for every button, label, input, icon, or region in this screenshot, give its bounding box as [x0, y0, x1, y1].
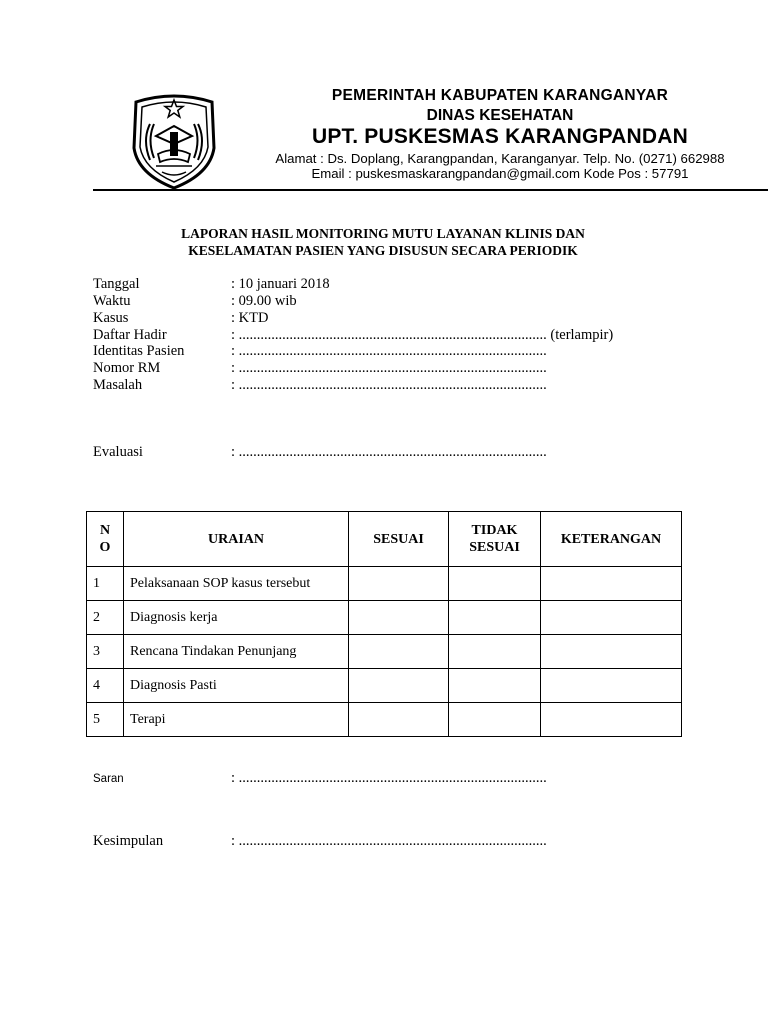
cell-tidak-sesuai — [449, 669, 541, 703]
cell-sesuai — [349, 669, 449, 703]
cell-tidak-sesuai — [449, 567, 541, 601]
cell-uraian: Diagnosis kerja — [124, 601, 349, 635]
field-value-identitas-pasien: : ..................................................................................... — [231, 343, 547, 359]
field-value-saran: : ..................................................................................... — [231, 770, 547, 786]
report-title-line-1: LAPORAN HASIL MONITORING MUTU LAYANAN KLINIS DAN — [181, 226, 585, 241]
field-value-kesimpulan: : ..................................................................................... — [231, 833, 547, 849]
cell-tidak-sesuai — [449, 703, 541, 737]
header-unit: UPT. PUSKESMAS KARANGPANDAN — [311, 125, 689, 148]
field-label-masalah: Masalah — [93, 377, 143, 393]
cell-sesuai — [349, 703, 449, 737]
table-row — [87, 669, 682, 703]
cell-no: 1 — [87, 567, 124, 601]
report-title-line-2: KESELAMATAN PASIEN YANG DISUSUN SECARA PERIODIK — [188, 243, 578, 258]
cell-uraian: Diagnosis Pasti — [124, 669, 349, 703]
field-label-nomor-rm: Nomor RM — [93, 360, 161, 376]
cell-tidak-sesuai — [449, 635, 541, 669]
cell-no: 4 — [87, 669, 124, 703]
field-label-daftar-hadir: Daftar Hadir — [93, 327, 167, 343]
cell-sesuai — [349, 601, 449, 635]
header-department: DINAS KESEHATAN — [426, 107, 574, 124]
field-value-masalah: : ..................................................................................... — [231, 377, 547, 393]
field-label-tanggal: Tanggal — [93, 276, 140, 292]
table-row — [87, 635, 682, 669]
field-value-kasus: : KTD — [231, 310, 269, 326]
table-row — [87, 703, 682, 737]
field-label-identitas-pasien: Identitas Pasien — [93, 343, 185, 359]
header-government: PEMERINTAH KABUPATEN KARANGANYAR — [331, 87, 669, 104]
cell-keterangan — [541, 635, 682, 669]
field-label-kesimpulan: Kesimpulan — [93, 833, 164, 849]
cell-uraian: Terapi — [124, 703, 349, 737]
header-email: Email : puskesmaskarangpandan@gmail.com Kode Pos : 57791 — [311, 166, 689, 181]
field-label-kasus: Kasus — [93, 310, 129, 326]
table-row — [87, 601, 682, 635]
cell-no: 5 — [87, 703, 124, 737]
table-row — [87, 567, 682, 601]
cell-uraian: Pelaksanaan SOP kasus tersebut — [124, 567, 349, 601]
header-address: Alamat : Ds. Doplang, Karangpandan, Karanganyar. Telp. No. (0271) 662988 — [275, 151, 725, 166]
field-value-daftar-hadir: : ..................................................................................... (terlampir) — [231, 327, 614, 343]
header-divider — [93, 189, 768, 191]
field-label-evaluasi: Evaluasi — [93, 444, 143, 460]
cell-sesuai — [349, 635, 449, 669]
monitoring-table — [86, 511, 682, 737]
cell-keterangan — [541, 703, 682, 737]
field-value-tanggal: : 10 januari 2018 — [231, 276, 330, 292]
table-header-row — [87, 512, 682, 567]
cell-tidak-sesuai — [449, 601, 541, 635]
header-uraian: URAIAN — [124, 512, 349, 567]
field-value-nomor-rm: : ..................................................................................... — [231, 360, 547, 376]
cell-sesuai — [349, 567, 449, 601]
header-sesuai: SESUAI — [349, 512, 449, 567]
karanganyar-emblem-icon — [128, 88, 220, 190]
cell-keterangan — [541, 601, 682, 635]
field-label-waktu: Waktu — [93, 293, 131, 309]
cell-keterangan — [541, 567, 682, 601]
header-tidak-sesuai: TIDAK SESUAI — [449, 512, 541, 567]
cell-no: 3 — [87, 635, 124, 669]
cell-no: 2 — [87, 601, 124, 635]
field-value-waktu: : 09.00 wib — [231, 293, 297, 309]
field-value-evaluasi: : ..................................................................................... — [231, 444, 547, 460]
header-keterangan: KETERANGAN — [541, 512, 682, 567]
cell-keterangan — [541, 669, 682, 703]
field-label-saran: Saran — [93, 773, 124, 785]
header-no: N O — [87, 512, 124, 567]
cell-uraian: Rencana Tindakan Penunjang — [124, 635, 349, 669]
